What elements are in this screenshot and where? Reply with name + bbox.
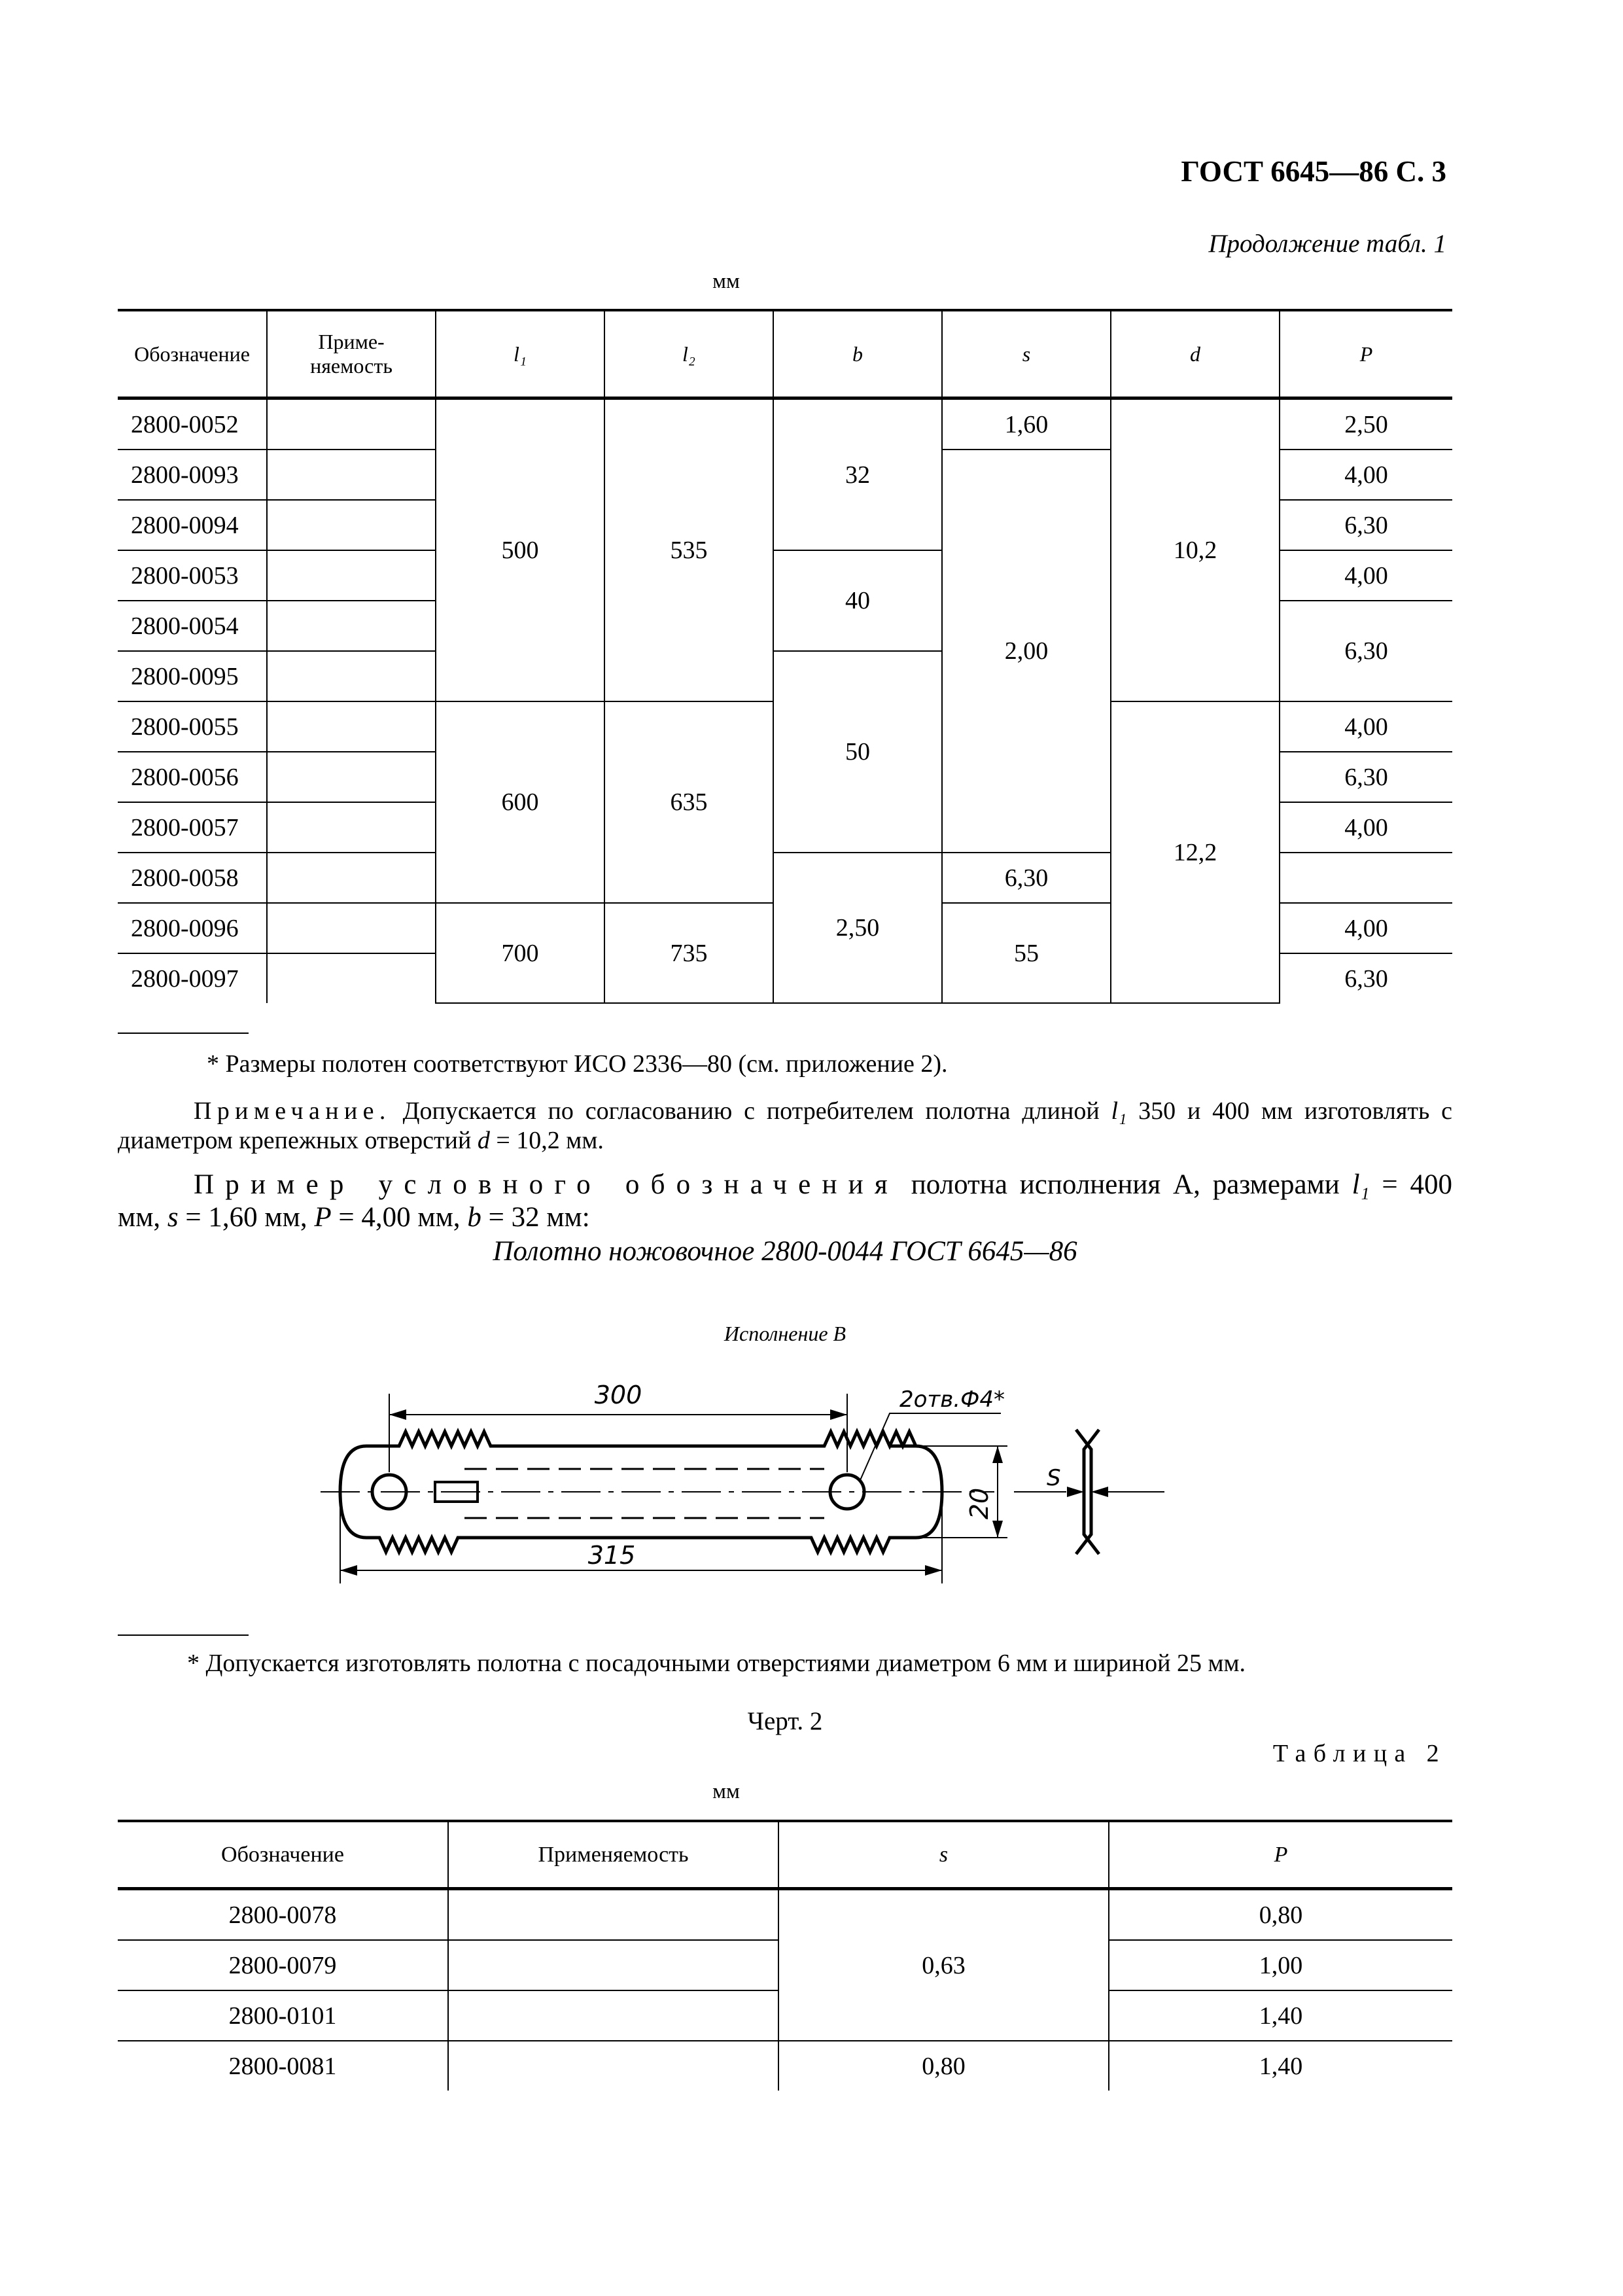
blade-drawing bbox=[314, 1354, 1217, 1629]
example-text-d: = 4,00 мм, bbox=[331, 1202, 468, 1233]
s-cell: 1,60 bbox=[942, 398, 1111, 450]
table1-header-row bbox=[118, 310, 1452, 398]
table-note bbox=[118, 1097, 1452, 1156]
note-text-a: Допускается по согласованию с потребителем полотна длиной bbox=[391, 1097, 1111, 1125]
applicability-cell bbox=[448, 1889, 778, 1941]
l1-cell: 700 bbox=[436, 903, 604, 1003]
table1-unit: мм bbox=[712, 270, 740, 293]
designation-cell: 2800-0058 bbox=[118, 853, 267, 903]
designation-cell: 2800-0053 bbox=[118, 550, 267, 601]
designation-cell: 2800-0093 bbox=[118, 450, 267, 500]
table2-title: Таблица 2 bbox=[1272, 1740, 1446, 1767]
example-text-c: = 1,60 мм, bbox=[178, 1202, 315, 1233]
col-header-b: b bbox=[773, 310, 942, 398]
p-cell: 1,40 bbox=[1109, 1990, 1452, 2041]
dimension-label-315: 315 bbox=[587, 1541, 636, 1570]
example-text-e: = 32 мм: bbox=[481, 1202, 590, 1233]
footnote-rule bbox=[118, 1033, 249, 1034]
designation-cell: 2800-0079 bbox=[118, 1940, 448, 1990]
applicability-cell bbox=[267, 752, 436, 802]
table-2 bbox=[118, 1820, 1452, 2091]
col-header-applicability: Применяемость bbox=[448, 1821, 778, 1889]
applicability-cell bbox=[267, 550, 436, 601]
l2-cell: 635 bbox=[604, 701, 773, 903]
p-cell: 6,30 bbox=[1280, 953, 1452, 1003]
b-cell: 40 bbox=[773, 550, 942, 651]
p-cell: 0,80 bbox=[1109, 1889, 1452, 1941]
s-cell: 2,00 bbox=[942, 450, 1111, 853]
applicability-cell bbox=[267, 802, 436, 853]
applicability-cell bbox=[267, 853, 436, 903]
designation-example bbox=[118, 1169, 1452, 1234]
d-cell: 10,2 bbox=[1111, 398, 1280, 702]
dimension-label-300: 300 bbox=[594, 1381, 642, 1409]
table-continuation-label: Продолжение табл. 1 bbox=[1208, 230, 1446, 258]
p-cell: 4,00 bbox=[1280, 802, 1452, 853]
l1-cell: 600 bbox=[436, 701, 604, 903]
example-label: Пример условного обозначения bbox=[194, 1169, 899, 1200]
note-text-c: = 10,2 мм. bbox=[489, 1127, 604, 1154]
example-b: b bbox=[467, 1202, 481, 1233]
designation-cell: 2800-0101 bbox=[118, 1990, 448, 2041]
b-cell: 50 bbox=[773, 651, 942, 853]
example-text-b: = 400 мм, bbox=[118, 1169, 1452, 1233]
p-cell: 4,00 bbox=[1280, 701, 1452, 752]
designation-cell: 2800-0054 bbox=[118, 601, 267, 651]
note-text-b: 350 и 400 мм изготовлять с диаметром крепежных отверстий bbox=[118, 1097, 1452, 1154]
figure-caption: Черт. 2 bbox=[747, 1707, 823, 1735]
designation-cell: 2800-0081 bbox=[118, 2041, 448, 2091]
thickness-label: S bbox=[1047, 1465, 1061, 1491]
dimension-label-20: 20 bbox=[965, 1487, 994, 1520]
col-header-s: s bbox=[942, 310, 1111, 398]
s-cell: 0,80 bbox=[778, 2041, 1109, 2091]
designation-cell: 2800-0095 bbox=[118, 651, 267, 701]
p-cell: 1,00 bbox=[1109, 1940, 1452, 1990]
footnote-rule bbox=[118, 1634, 249, 1636]
p-cell: 1,40 bbox=[1109, 2041, 1452, 2091]
l2-cell: 735 bbox=[604, 903, 773, 1003]
applicability-cell bbox=[267, 903, 436, 953]
footnote-sizes: * Размеры полотен соответствуют ИСО 2336—80 (см. приложение 2). bbox=[207, 1050, 948, 1078]
designation-cell: 2800-0096 bbox=[118, 903, 267, 953]
applicability-cell bbox=[448, 2041, 778, 2091]
note-l1: l₁ bbox=[1111, 1097, 1127, 1125]
s-cell: 0,63 bbox=[778, 1889, 1109, 2041]
b-cell: 32 bbox=[773, 398, 942, 551]
col-header-designation: Обозначение bbox=[118, 1821, 448, 1889]
d-cell: 12,2 bbox=[1111, 701, 1280, 1003]
p-cell: 4,00 bbox=[1280, 550, 1452, 601]
table-1 bbox=[118, 309, 1452, 1004]
designation-cell: 2800-0056 bbox=[118, 752, 267, 802]
col-header-d: d bbox=[1111, 310, 1280, 398]
designation-cell: 2800-0078 bbox=[118, 1889, 448, 1941]
l1-cell: 500 bbox=[436, 398, 604, 702]
note-label: Примечание. bbox=[194, 1097, 391, 1125]
applicability-cell bbox=[267, 953, 436, 1003]
drawing-title: Исполнение В bbox=[724, 1322, 846, 1345]
applicability-cell bbox=[267, 601, 436, 651]
designation-cell: 2800-0055 bbox=[118, 701, 267, 752]
p-cell: 6,30 bbox=[1280, 601, 1452, 701]
example-designation: Полотно ножовочное 2800-0044 ГОСТ 6645—86 bbox=[493, 1236, 1077, 1267]
designation-cell: 2800-0094 bbox=[118, 500, 267, 550]
applicability-cell bbox=[448, 1990, 778, 2041]
example-s: s bbox=[167, 1202, 179, 1233]
applicability-cell bbox=[267, 398, 436, 450]
designation-cell: 2800-0052 bbox=[118, 398, 267, 450]
p-cell: 4,00 bbox=[1280, 903, 1452, 953]
example-l1: l₁ bbox=[1352, 1169, 1370, 1200]
s-cell: 2,50 bbox=[773, 853, 942, 1003]
table-row bbox=[118, 398, 1452, 450]
applicability-cell bbox=[448, 1940, 778, 1990]
applicability-cell bbox=[267, 651, 436, 701]
col-header-l2: l₂ bbox=[604, 310, 773, 398]
col-header-l1: l₁ bbox=[436, 310, 604, 398]
table-row bbox=[118, 2041, 1452, 2091]
note-d: d bbox=[477, 1127, 490, 1154]
applicability-cell bbox=[267, 450, 436, 500]
holes-label: 2отв.Ф4* bbox=[899, 1386, 1005, 1413]
table2-header-row bbox=[118, 1821, 1452, 1889]
p-cell: 6,30 bbox=[1280, 500, 1452, 550]
footnote-holes: * Допускается изготовлять полотна с посадочными отверстиями диаметром 6 мм и шириной 25 мм. bbox=[187, 1650, 1246, 1677]
p-cell: 6,30 bbox=[942, 853, 1111, 903]
p-cell: 6,30 bbox=[1280, 752, 1452, 802]
designation-cell: 2800-0057 bbox=[118, 802, 267, 853]
example-p: P bbox=[314, 1202, 332, 1233]
l2-cell: 535 bbox=[604, 398, 773, 702]
table-row bbox=[118, 1889, 1452, 1941]
applicability-cell bbox=[267, 500, 436, 550]
p-cell: 2,50 bbox=[1280, 398, 1452, 450]
p-cell: 4,00 bbox=[1280, 450, 1452, 500]
col-header-designation: Обозначение bbox=[118, 310, 267, 398]
b-cell: 55 bbox=[942, 903, 1111, 1003]
designation-cell: 2800-0097 bbox=[118, 953, 267, 1003]
gost-header: ГОСТ 6645—86 С. 3 bbox=[1181, 155, 1446, 188]
arrowheads bbox=[1067, 1487, 1108, 1497]
col-header-p: P bbox=[1109, 1821, 1452, 1889]
example-text-a: полотна исполнения А, размерами bbox=[898, 1169, 1352, 1200]
col-header-s: s bbox=[778, 1821, 1109, 1889]
col-header-p: P bbox=[1280, 310, 1452, 398]
table2-unit: мм bbox=[712, 1780, 740, 1803]
applicability-cell bbox=[267, 701, 436, 752]
col-header-applicability: Приме- няемость bbox=[267, 310, 436, 398]
